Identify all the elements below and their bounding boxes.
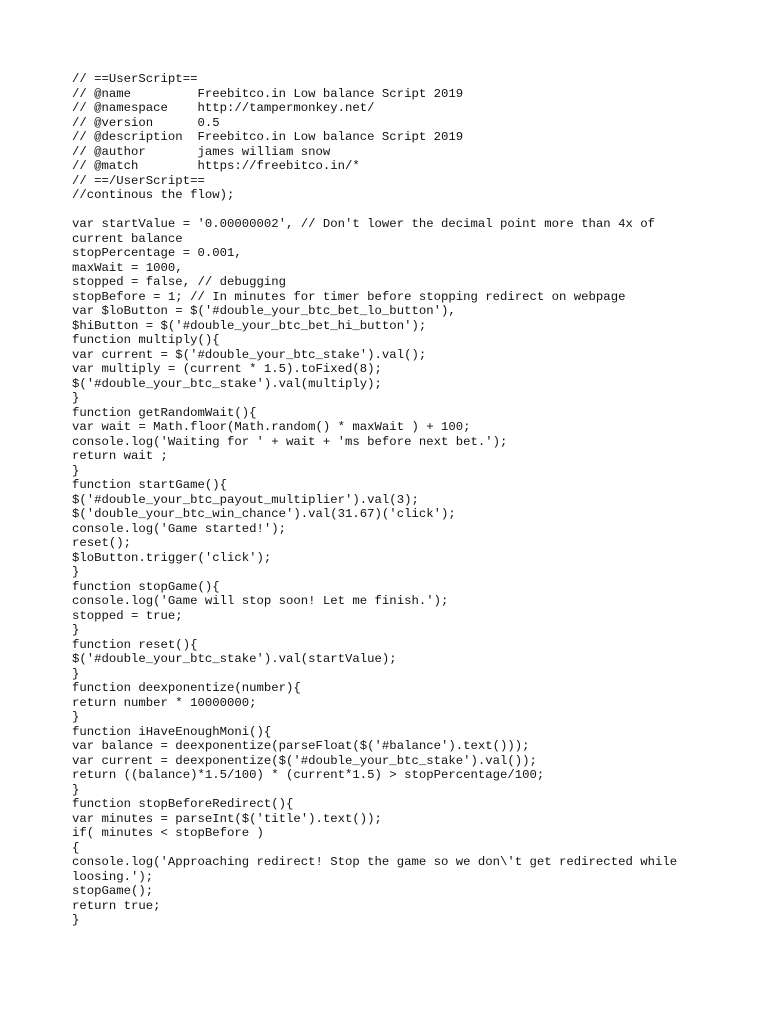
code-line: stopped = true; <box>72 608 183 623</box>
code-line: } <box>72 623 80 637</box>
code-line <box>72 203 677 218</box>
code-line: var multiply = (current * 1.5).toFixed(8); <box>72 362 382 376</box>
code-line: var balance = deexponentize(parseFloat($('#balance').text())); <box>72 739 530 753</box>
code-line: } <box>72 565 80 579</box>
code-line: } <box>72 463 80 478</box>
code-line: } <box>72 391 80 405</box>
code-line: } <box>72 666 80 681</box>
code-line: var startValue = '0.00000002', // Don't lower the decimal point more than 4x of <box>72 217 655 231</box>
code-line: function getRandomWait(){ <box>72 405 257 420</box>
code-line: // @match https://freebitco.in/* <box>72 159 360 173</box>
code-line: current balance <box>72 231 183 246</box>
code-line: $('#double_your_btc_stake').val(multiply); <box>72 376 382 391</box>
code-block <box>72 72 677 928</box>
code-line: loosing.'); <box>72 869 154 884</box>
code-line: stopGame(); <box>72 884 154 898</box>
code-line: // @description Freebitco.in Low balance Script 2019 <box>72 130 464 144</box>
code-line: $hiButton = $('#double_your_btc_bet_hi_button'); <box>72 318 427 333</box>
code-line: $loButton.trigger('click'); <box>72 550 272 565</box>
code-line: return true; <box>72 898 161 913</box>
code-line: $('#double_your_btc_stake').val(startValue); <box>72 652 397 666</box>
code-line: function startGame(){ <box>72 478 227 492</box>
code-line: return ((balance)*1.5/100) * (current*1.5) > stopPercentage/100; <box>72 768 545 782</box>
code-line: var current = $('#double_your_btc_stake').val(); <box>72 347 427 362</box>
code-line: console.log('Game started!'); <box>72 521 287 536</box>
code-line: maxWait = 1000, <box>72 260 183 275</box>
code-line: var current = deexponentize($('#double_your_btc_stake').val()); <box>72 753 537 768</box>
code-line: { <box>72 840 80 855</box>
code-line: stopBefore = 1; // In minutes for timer before stopping redirect on webpage <box>72 289 626 304</box>
code-line: // @version 0.5 <box>72 115 220 130</box>
code-line: function stopBeforeRedirect(){ <box>72 797 294 811</box>
code-line: //continous the flow); <box>72 188 235 202</box>
code-line: return wait ; <box>72 449 168 463</box>
code-line: function reset(){ <box>72 637 198 652</box>
code-line: $('#double_your_btc_payout_multiplier').val(3); <box>72 492 419 507</box>
code-line: function deexponentize(number){ <box>72 681 301 695</box>
code-line: } <box>72 913 80 927</box>
code-line: // @namespace http://tampermonkey.net/ <box>72 101 375 115</box>
code-line: function multiply(){ <box>72 333 220 347</box>
code-line: if( minutes < stopBefore ) <box>72 826 264 840</box>
code-line: var $loButton = $('#double_your_btc_bet_lo_button'), <box>72 304 456 318</box>
code-line: function iHaveEnoughMoni(){ <box>72 724 272 739</box>
code-line: stopped = false, // debugging <box>72 275 287 289</box>
code-line: console.log('Waiting for ' + wait + 'ms before next bet.'); <box>72 434 508 449</box>
code-line: } <box>72 710 80 724</box>
code-line: console.log('Approaching redirect! Stop the game so we don\'t get redirected while <box>72 855 678 869</box>
code-line: // ==/UserScript== <box>72 173 205 188</box>
code-line: $('double_your_btc_win_chance').val(31.67)('click'); <box>72 507 456 521</box>
code-line: function stopGame(){ <box>72 579 220 594</box>
code-line: return number * 10000000; <box>72 695 257 710</box>
code-line: // @author james william snow <box>72 144 331 159</box>
code-line: // ==UserScript== <box>72 72 198 86</box>
code-line: // @name Freebitco.in Low balance Script 2019 <box>72 86 464 101</box>
code-line: console.log('Game will stop soon! Let me finish.'); <box>72 594 449 608</box>
code-line: var minutes = parseInt($('title').text()); <box>72 811 382 826</box>
code-line: var wait = Math.floor(Math.random() * maxWait ) + 100; <box>72 420 471 434</box>
code-line: } <box>72 782 80 797</box>
code-line: stopPercentage = 0.001, <box>72 246 242 260</box>
code-line: reset(); <box>72 536 132 550</box>
